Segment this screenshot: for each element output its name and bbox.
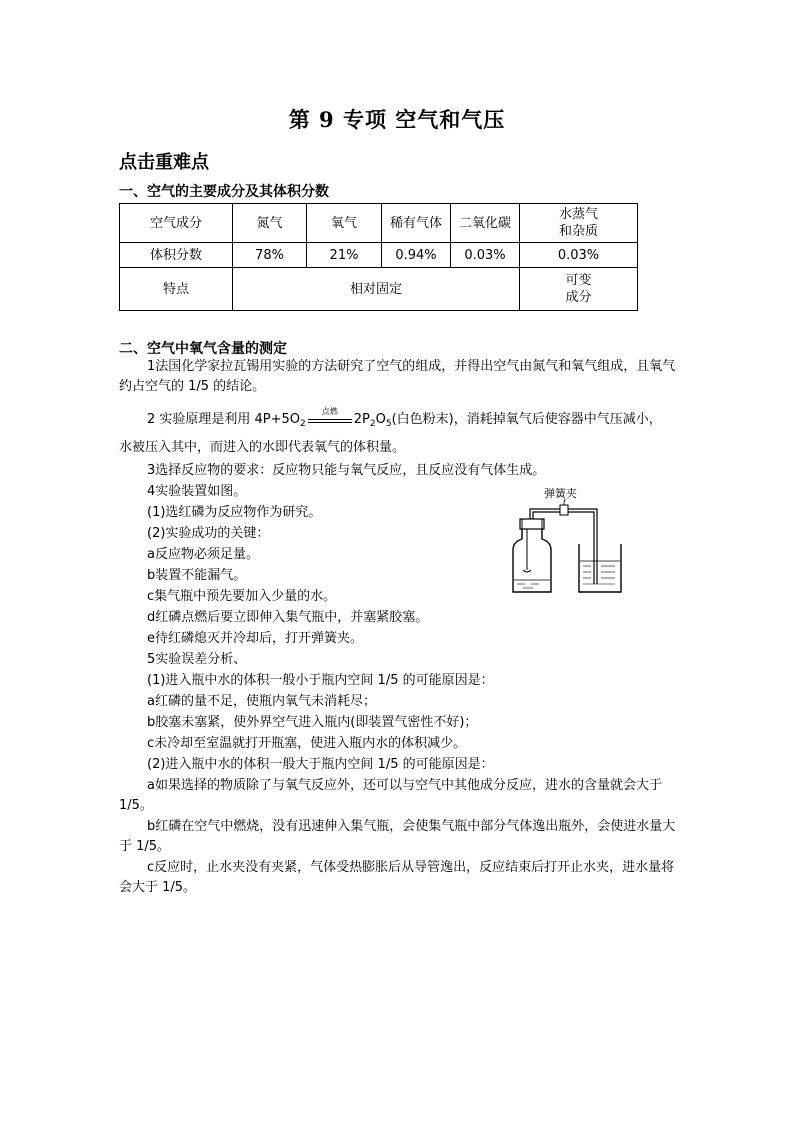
text: 2P: [353, 412, 370, 427]
table-cell: 体积分数: [120, 243, 233, 268]
equation-line: [147, 406, 662, 434]
list-item: (2)实验成功的关键：: [147, 526, 270, 541]
table-cell: 二氧化碳: [451, 204, 520, 243]
paragraph: a如果选择的物质除了与氧气反应外，还可以与空气中其他成分反应，进水的含量就会大于 1/5。: [119, 778, 662, 813]
cell-line: 可变: [565, 273, 592, 288]
section1-heading: 一、空气的主要成分及其体积分数: [119, 184, 329, 200]
text: O: [375, 412, 386, 427]
reaction-arrow: [306, 406, 354, 427]
reaction-condition: 点燃: [321, 406, 338, 416]
paragraph: 4实验装置如图。: [147, 484, 247, 499]
table-cell: [520, 204, 638, 243]
list-item: c未冷却至室温就打开瓶塞，使进入瓶内水的体积减少。: [147, 736, 467, 751]
paragraph: b红磷在空气中燃烧，没有迅速伸入集气瓶，会使集气瓶中部分气体逸出瓶外，会使进水量大于 1/5。: [119, 819, 676, 854]
air-composition-table: [119, 203, 638, 311]
page-title: 第 9 专项 空气和气压: [288, 107, 506, 132]
table-cell: 空气成分: [120, 204, 233, 243]
apparatus-diagram: [505, 484, 625, 596]
cell-line: 水蒸气: [558, 207, 598, 222]
table-cell: 氧气: [307, 204, 382, 243]
cell-line: 成分: [565, 290, 592, 305]
table-cell: 0.03%: [451, 243, 520, 268]
section2-heading: 二、空气中氧气含量的测定: [119, 341, 287, 357]
text: 2 实验原理是利用 4P+5O: [147, 412, 301, 427]
list-item: e待红磷熄灭并冷却后，打开弹簧夹。: [147, 631, 363, 646]
text: (白色粉末)，消耗掉氧气后使容器中气压减小，: [391, 412, 662, 427]
list-item: a红磷的量不足，使瓶内氧气未消耗尽；: [147, 694, 376, 709]
section-heading-main: 点击重难点: [119, 152, 209, 173]
table-cell: 0.94%: [382, 243, 451, 268]
paragraph: 3选择反应物的要求：反应物只能与氧气反应，且反应没有气体生成。: [147, 463, 546, 478]
table-cell: 78%: [233, 243, 307, 268]
rubber-stopper: [520, 519, 544, 529]
gas-collection-bottle: [513, 529, 551, 592]
list-item: (1)进入瓶中水的体积一般小于瓶内空间 1/5 的可能原因是：: [147, 673, 494, 688]
table-cell: 21%: [307, 243, 382, 268]
paragraph: 1法国化学家拉瓦锡用实验的方法研究了空气的组成，并得出空气由氮气和氧气组成，且氧气约占空气的 1/5 的结论。: [119, 359, 676, 394]
table-row: [120, 268, 638, 311]
table-row: [120, 243, 638, 268]
list-item: b装置不能漏气。: [147, 568, 247, 583]
beaker: [579, 544, 621, 592]
table-cell: 相对固定: [233, 268, 520, 311]
table-row: [120, 204, 638, 243]
paragraph: 5实验误差分析、: [147, 652, 247, 667]
subscript: 2: [369, 419, 376, 429]
list-item: c集气瓶中预先要加入少量的水。: [147, 589, 337, 604]
paragraph: c反应时，止水夹没有夹紧，气体受热膨胀后从导管逸出，反应结束后打开止水夹，进水量将会大于 1/5。: [119, 860, 675, 895]
list-item: a反应物必须足量。: [147, 547, 259, 562]
table-cell: [520, 268, 638, 311]
table-cell: 0.03%: [520, 243, 638, 268]
list-item: d红磷点燃后要立即伸入集气瓶中，并塞紧胶塞。: [147, 610, 429, 625]
table-cell: 氮气: [233, 204, 307, 243]
table-cell: 稀有气体: [382, 204, 451, 243]
table-cell: 特点: [120, 268, 233, 311]
subscript: 2: [300, 419, 306, 429]
list-item: (2)进入瓶中水的体积一般大于瓶内空间 1/5 的可能原因是：: [147, 757, 494, 772]
cell-line: 和杂质: [558, 224, 598, 239]
list-item: b胶塞未塞紧，使外界空气进入瓶内(即装置气密性不好)；: [147, 715, 478, 730]
spring-clamp: [560, 505, 568, 515]
subscript: 5: [385, 419, 392, 429]
paragraph: 水被压入其中，而进入的水即代表氧气的体积量。: [119, 440, 406, 455]
spring-clamp-label: 弹簧夹: [544, 487, 577, 500]
list-item: (1)选红磷为反应物作为研究。: [147, 505, 322, 520]
